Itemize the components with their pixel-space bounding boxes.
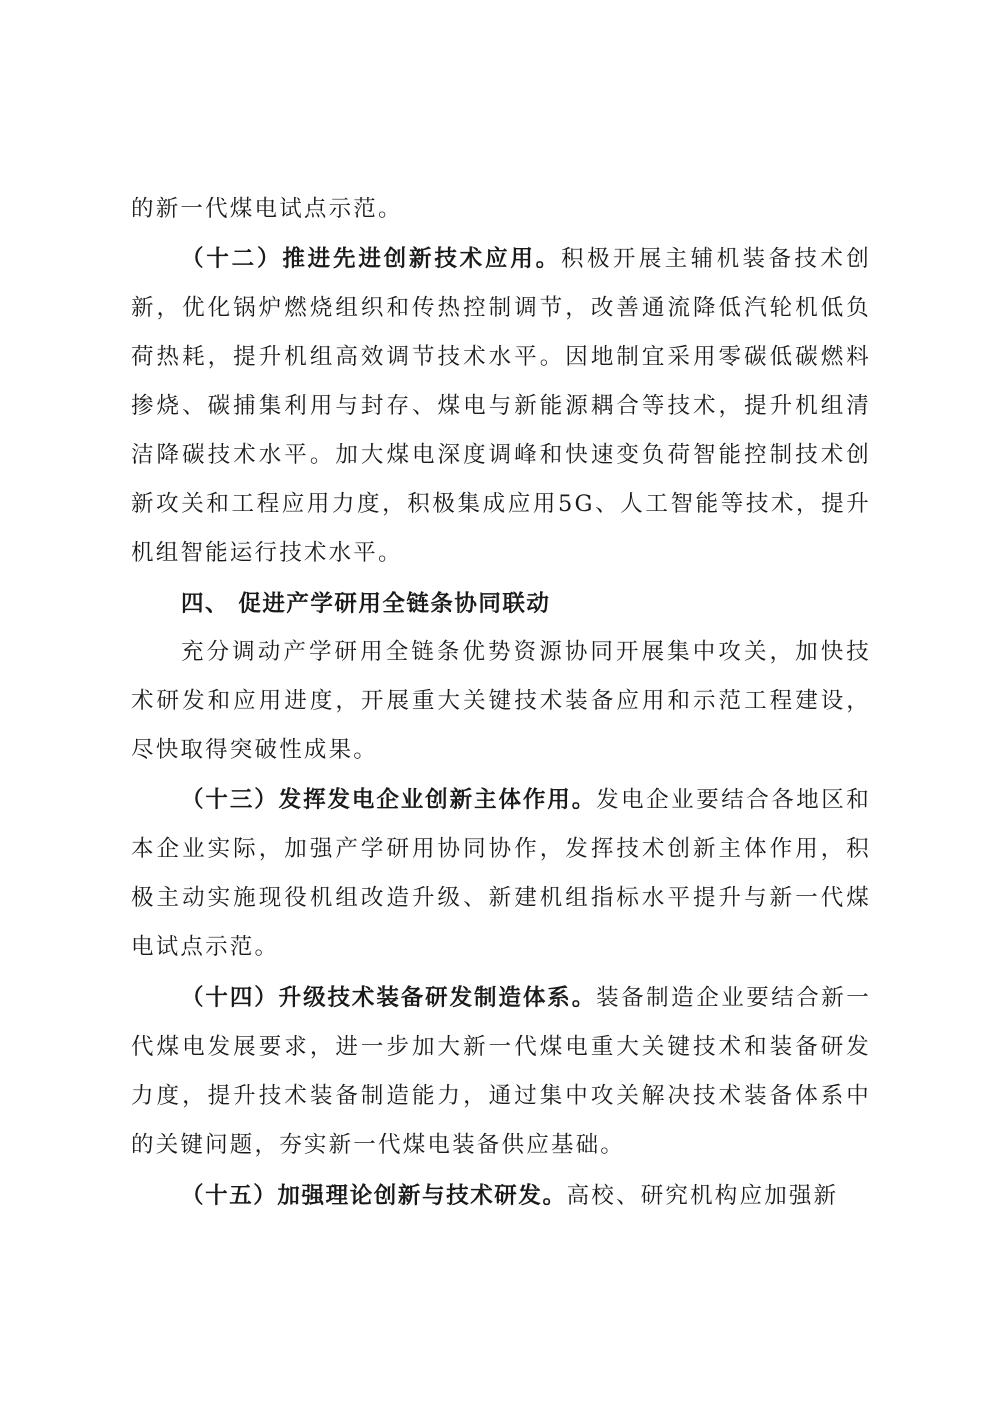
paragraph-text: 装备制造企业要结合新一代煤电发展要求，进一步加大新一代煤电重大关键技术和装备研发力度，提升技术装备制造能力，通过集中攻关解决技术装备体系中的关键问题，夯实新一代煤电装备供应基础。 [131,985,872,1158]
section-heading: 四、 促进产学研用全链条协同联动 [181,591,551,617]
paragraph-text: 的新一代煤电试点示范。 [131,196,403,222]
paragraph-continuation [131,185,871,234]
paragraph-section-intro [131,628,871,775]
paragraph-fifteen [131,1172,871,1221]
paragraph-lead: （十四）升级技术装备研发制造体系。 [181,985,597,1011]
paragraph-text: 充分调动产学研用全链条优势资源协同开展集中攻关，加快技术研发和应用进度，开展重大关键技术装备应用和示范工程建设，尽快取得突破性成果。 [131,639,871,763]
paragraph-lead: （十五）加强理论创新与技术研发。 [181,1183,567,1209]
paragraph-lead: （十二）推进先进创新技术应用。 [181,246,562,272]
paragraph-text: 高校、研究机构应加强新 [566,1183,839,1209]
paragraph-fourteen [131,974,871,1170]
paragraph-text: 发电企业要结合各地区和本企业实际，加强产学研用协同协作，发挥技术创新主体作用，积极主动实施现役机组改造升级、新建机组指标水平提升与新一代煤电试点示范。 [131,787,872,960]
paragraph-text: 积极开展主辅机装备技术创新，优化锅炉燃烧组织和传热控制调节，改善通流降低汽轮机低负荷热耗，提升机组高效调节技术水平。因地制宜采用零碳低碳燃料掺烧、碳捕集利用与封存、煤电与新能源耦合等技术，提升机组清洁降碳技术水平。加大煤电深度调峰和快速变负荷智能控制技术创新攻关和工程应用力度，积极集成应用5G、人工智能等技术，提升机组智能运行技术水平。 [131,246,871,566]
paragraph-lead: （十三）发挥发电企业创新主体作用。 [181,787,597,813]
paragraph-thirteen [131,776,871,972]
paragraph-twelve [131,235,871,578]
